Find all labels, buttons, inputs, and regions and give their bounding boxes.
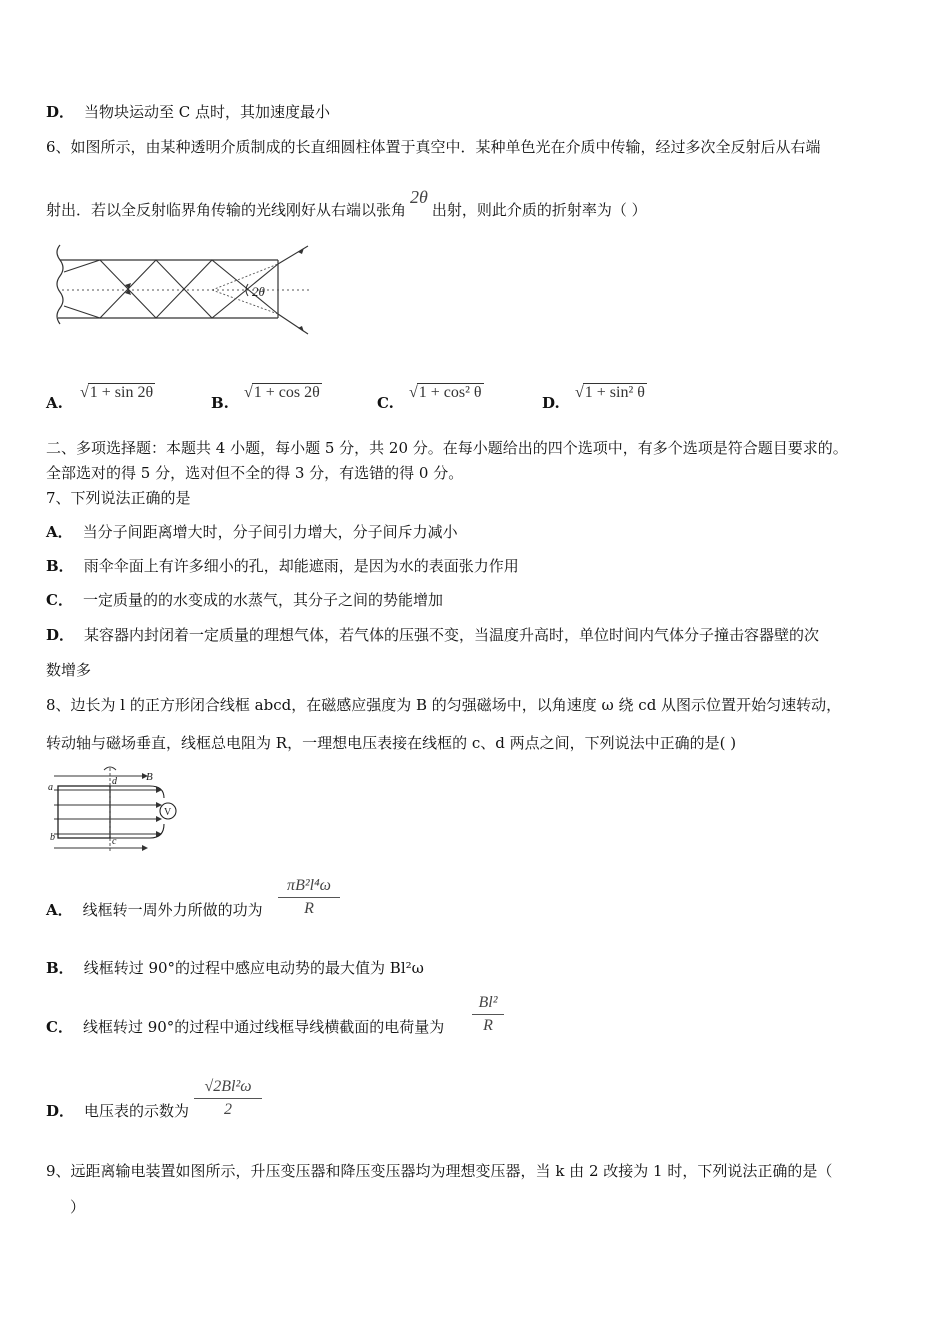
radicand: 1 + sin² θ	[584, 384, 645, 401]
option-letter: B．	[46, 557, 74, 575]
q8-option-a	[46, 900, 263, 920]
numerator: πB²l⁴ω	[287, 877, 331, 894]
q8-option-c-fraction	[472, 994, 504, 1035]
q7-option-d-cont: 数增多	[46, 661, 92, 679]
q8-stem-line2: 转动轴与磁场垂直，线框总电阻为 R，一理想电压表接在线框的 c、d 两点之间，下列说法中正确的是( )	[46, 734, 737, 752]
label-b: b	[50, 832, 55, 843]
option-text: 当物块运动至 C 点时，其加速度最小	[84, 103, 331, 121]
option-letter: A．	[46, 901, 73, 919]
denominator: R	[483, 1017, 493, 1034]
q6-stem-line1: 6、如图所示，由某种透明介质制成的长直细圆柱体置于真空中．某种单色光在介质中传输，经过多次全反射后从右端	[46, 138, 821, 156]
wire-bottom	[110, 824, 164, 838]
option-letter: B．	[46, 959, 74, 977]
section2-line1: 二、多项选择题：本题共 4 小题，每小题 5 分，共 20 分。在每小题给出的四个选项中，有多个选项是符合题目要求的。	[46, 439, 848, 457]
radicand: 1 + cos 2θ	[253, 384, 320, 401]
q6-option-c-letter	[377, 393, 394, 413]
q6-option-d-expr: √1 + sin² θ	[575, 384, 645, 401]
label-c: c	[112, 836, 117, 847]
option-text: 线框转一周外力所做的功为	[82, 901, 263, 919]
radicand: 1 + cos² θ	[418, 384, 482, 401]
q8-option-d-fraction	[194, 1078, 262, 1119]
option-text: 当分子间距离增大时，分子间引力增大，分子间斥力减小	[82, 523, 458, 541]
q6-option-a-letter	[46, 393, 63, 413]
q9-stem-line2: ）	[70, 1198, 86, 1216]
label-d: d	[112, 776, 117, 787]
q6-stem-text-b: 出射，则此介质的折射率为（ ）	[431, 201, 647, 219]
cylinder-left-edge	[57, 245, 63, 324]
denominator: R	[304, 900, 314, 917]
option-text: 电压表的示数为	[84, 1102, 190, 1120]
q6-stem-line2	[46, 187, 647, 220]
q7-option-a	[46, 522, 458, 542]
wire-top	[110, 786, 164, 798]
option-letter: D．	[46, 1102, 75, 1120]
label-a: a	[48, 782, 53, 793]
q7-option-b	[46, 556, 519, 576]
field-arrowheads	[142, 773, 162, 851]
option-letter: D．	[46, 103, 75, 121]
option-letter: A．	[46, 523, 73, 541]
q9-stem-line1: 9、远距离输电装置如图所示，升压变压器和降压变压器均为理想变压器，当 k 由 2 改接为 1 时，下列说法正确的是（	[46, 1162, 833, 1180]
option-letter: C．	[46, 591, 73, 609]
q8-option-c	[46, 1017, 444, 1037]
q6-option-b-expr: √1 + cos 2θ	[244, 384, 320, 401]
q8-option-b	[46, 958, 424, 978]
q6-option-d-letter	[542, 393, 560, 413]
numerator: √2Bl²ω	[204, 1078, 252, 1095]
q8-coil-figure	[44, 762, 194, 857]
arrowhead	[298, 326, 304, 332]
q8-stem-line1: 8、边长为 l 的正方形闭合线框 abcd，在磁感应强度为 B 的匀强磁场中，以角速度 ω 绕 cd 从图示位置开始匀速转动，	[46, 696, 842, 714]
fraction-bar	[194, 1098, 262, 1099]
q6-option-c-expr: √1 + cos² θ	[409, 384, 482, 401]
q5-option-d	[46, 102, 330, 122]
option-letter: B.	[211, 394, 229, 412]
coil-frame	[58, 786, 110, 838]
angle-label: 2θ	[252, 284, 265, 299]
q7-option-c	[46, 590, 443, 610]
option-letter: A.	[46, 394, 63, 412]
label-B: B	[146, 771, 153, 783]
option-letter: D.	[542, 394, 560, 412]
q8-option-a-fraction	[278, 877, 340, 918]
q8-option-d	[46, 1101, 189, 1121]
option-letter: C.	[377, 394, 394, 412]
numerator: Bl²	[478, 994, 498, 1011]
arrowhead	[125, 283, 131, 289]
fraction-bar	[278, 897, 340, 898]
fraction-bar	[472, 1014, 504, 1015]
q7-stem: 7、下列说法正确的是	[46, 489, 191, 507]
option-letter: C．	[46, 1018, 73, 1036]
q6-angle: 2θ	[410, 187, 428, 207]
option-text: 一定质量的的水变成的水蒸气，其分子之间的势能增加	[82, 591, 443, 609]
voltmeter-label: V	[164, 807, 172, 818]
field-lines	[54, 776, 156, 848]
denominator: 2	[224, 1101, 232, 1118]
q6-option-a-expr: √1 + sin 2θ	[80, 384, 154, 401]
q6-cylinder-figure	[50, 240, 320, 340]
option-text: 线框转过 90°的过程中通过线框导线横截面的电荷量为	[82, 1018, 445, 1036]
option-text: 某容器内封闭着一定质量的理想气体，若气体的压强不变，当温度升高时，单位时间内气体分子撞击容器壁的次	[84, 626, 820, 644]
option-letter: D．	[46, 626, 75, 644]
q6-stem-text-a: 射出．若以全反射临界角传输的光线刚好从右端以张角	[46, 201, 407, 219]
option-text: 线框转过 90°的过程中感应电动势的最大值为 Bl²ω	[83, 959, 424, 977]
radicand: 1 + sin 2θ	[89, 384, 154, 401]
q7-option-d	[46, 625, 819, 645]
q6-option-b-letter	[211, 393, 229, 413]
section2-line2: 全部选对的得 5 分，选对但不全的得 3 分，有选错的得 0 分。	[46, 464, 464, 482]
option-text: 雨伞伞面上有许多细小的孔，却能遮雨，是因为水的表面张力作用	[83, 557, 519, 575]
